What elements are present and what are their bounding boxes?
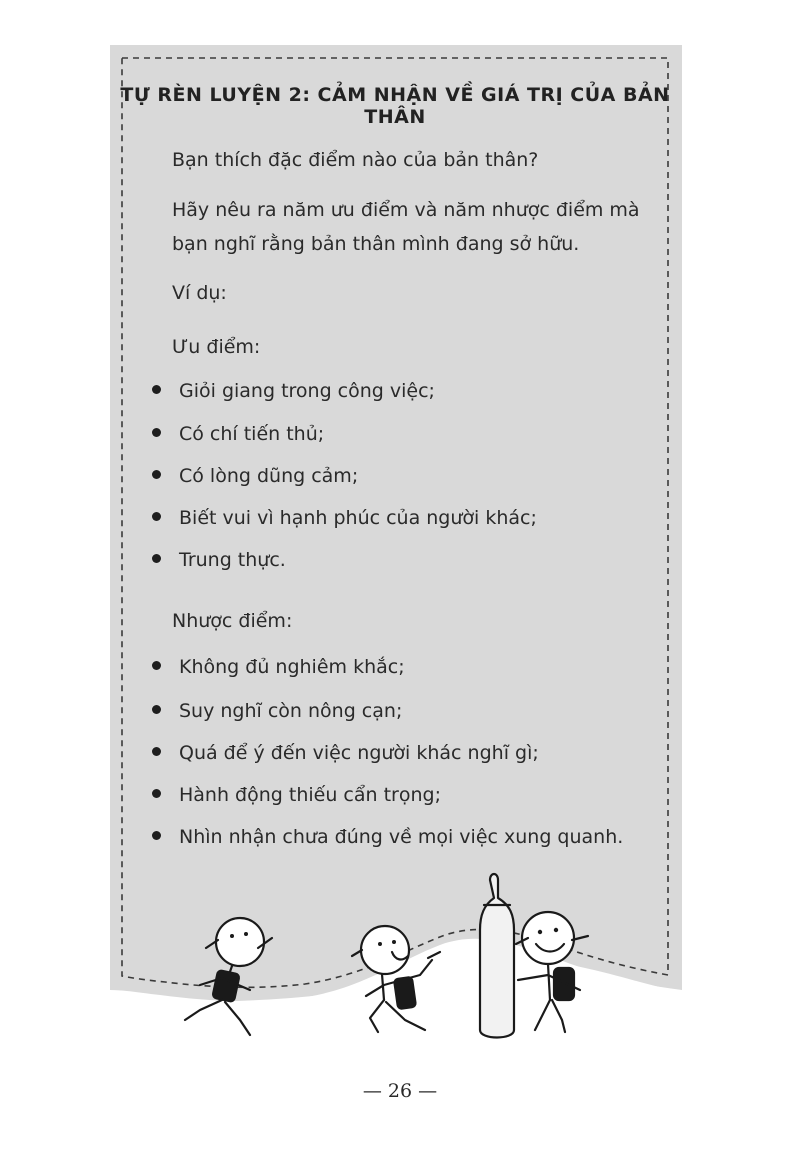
list-item: Trung thực. xyxy=(152,549,286,571)
bullet-icon xyxy=(152,661,161,670)
list-item: Giỏi giang trong công việc; xyxy=(152,380,435,402)
list-item: Nhìn nhận chưa đúng về mọi việc xung quanh. xyxy=(152,826,623,848)
list-item: Suy nghĩ còn nông cạn; xyxy=(152,700,402,722)
bullet-icon xyxy=(152,831,161,840)
example-label: Ví dụ: xyxy=(172,282,227,304)
page-number: — 26 — xyxy=(362,1080,438,1102)
list-item: Biết vui vì hạnh phúc của người khác; xyxy=(152,507,537,529)
bullet-icon xyxy=(152,747,161,756)
strengths-label: Ưu điểm: xyxy=(172,336,261,358)
list-item: Có lòng dũng cảm; xyxy=(152,465,358,487)
weaknesses-label: Nhược điểm: xyxy=(172,610,293,632)
list-item: Có chí tiến thủ; xyxy=(152,423,324,445)
list-item: Không đủ nghiêm khắc; xyxy=(152,656,405,678)
bullet-icon xyxy=(152,385,161,394)
instruction-text: Hãy nêu ra năm ưu điểm và năm nhược điểm mà bạn nghĩ rằng bản thân mình đang sở hữu. xyxy=(172,199,640,255)
bullet-icon xyxy=(152,470,161,479)
bullet-icon xyxy=(152,705,161,714)
list-item: Quá để ý đến việc người khác nghĩ gì; xyxy=(152,742,539,764)
bullet-icon xyxy=(152,428,161,437)
bullet-icon xyxy=(152,512,161,521)
list-item: Hành động thiếu cẩn trọng; xyxy=(152,784,441,806)
section-title: TỰ RÈN LUYỆN 2: CẢM NHẬN VỀ GIÁ TRỊ CỦA BẢN THÂN xyxy=(120,84,670,128)
bullet-icon xyxy=(152,789,161,798)
question-text: Bạn thích đặc điểm nào của bản thân? xyxy=(172,149,539,171)
bullet-icon xyxy=(152,554,161,563)
